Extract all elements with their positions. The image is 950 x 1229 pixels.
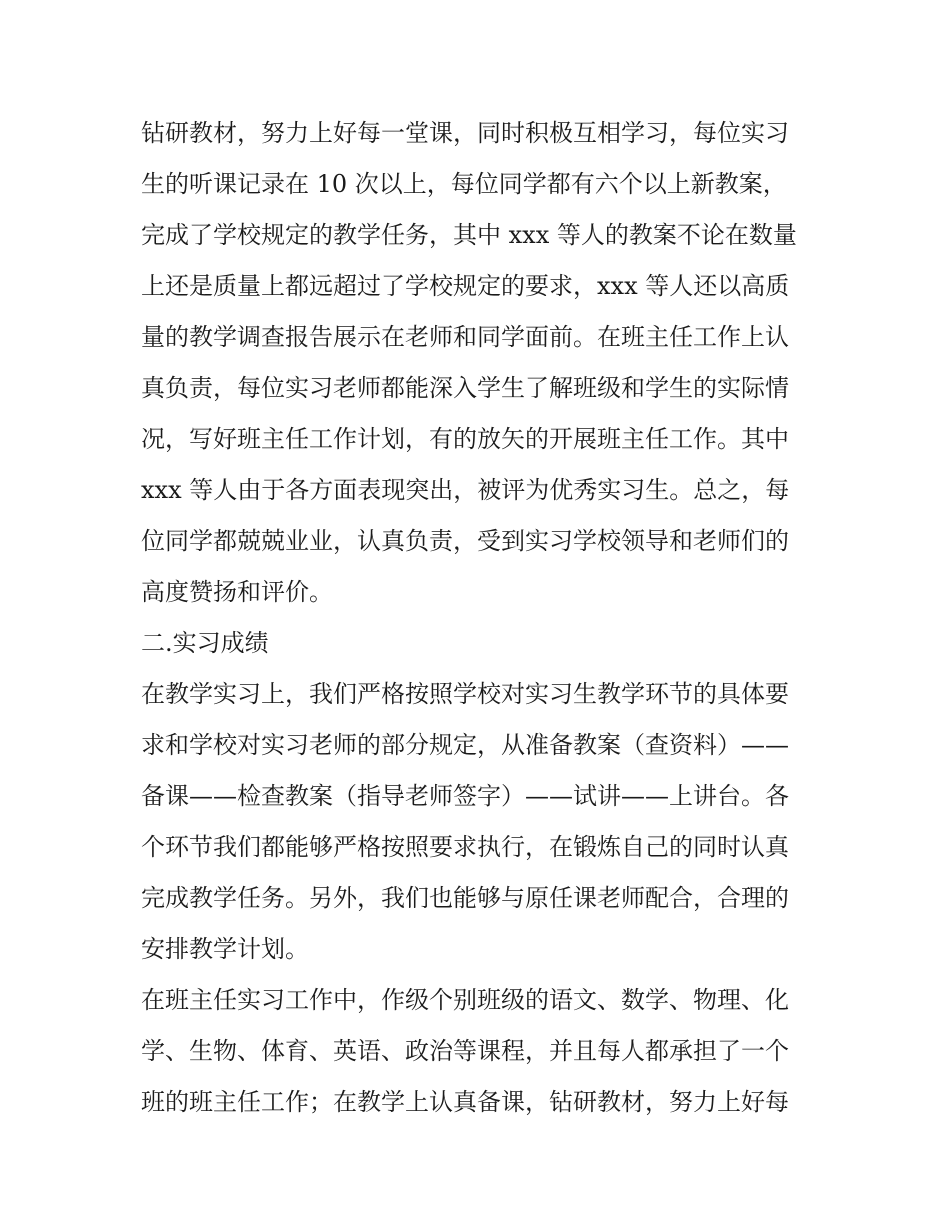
document-body xyxy=(141,108,813,1128)
text-line: 在教学实习上，我们严格按照学校对实习生教学环节的具体要 xyxy=(141,680,789,708)
text-line: 安排教学计划。 xyxy=(141,935,309,963)
text-line: 况，写好班主任工作计划，有的放矢的开展班主任工作。其中 xyxy=(141,425,789,453)
text-line: 完成了学校规定的教学任务，其中 xxx 等人的教案不论在数量 xyxy=(141,221,797,249)
section-heading: 二.实习成绩 xyxy=(141,629,269,657)
text-line: 位同学都兢兢业业，认真负责，受到实习学校领导和老师们的 xyxy=(141,527,789,555)
text-line: 在班主任实习工作中，作级个别班级的语文、数学、物理、化 xyxy=(141,986,789,1014)
text-line: 钻研教材，努力上好每一堂课，同时积极互相学习，每位实习 xyxy=(141,119,789,147)
paragraph-2 xyxy=(141,669,813,975)
text-line: 上还是质量上都远超过了学校规定的要求，xxx 等人还以高质 xyxy=(141,272,790,300)
text-line: 备课——检查教案（指导老师签字）——试讲——上讲台。各 xyxy=(141,782,789,810)
paragraph-1 xyxy=(141,108,813,618)
text-line: 个环节我们都能够严格按照要求执行，在锻炼自己的同时认真 xyxy=(141,833,789,861)
text-line: 班的班主任工作；在教学上认真备课，钻研教材，努力上好每 xyxy=(141,1088,789,1116)
text-line: 完成教学任务。另外，我们也能够与原任课老师配合，合理的 xyxy=(141,884,789,912)
text-line: 量的教学调查报告展示在老师和同学面前。在班主任工作上认 xyxy=(141,323,789,351)
text-line: 学、生物、体育、英语、政治等课程，并且每人都承担了一个 xyxy=(141,1037,789,1065)
text-line: 真负责，每位实习老师都能深入学生了解班级和学生的实际情 xyxy=(141,374,789,402)
text-line: xxx 等人由于各方面表现突出，被评为优秀实习生。总之，每 xyxy=(141,476,790,504)
text-line: 求和学校对实习老师的部分规定，从准备教案（查资料）—— xyxy=(141,731,789,759)
text-line: 高度赞扬和评价。 xyxy=(141,578,333,606)
text-line: 生的听课记录在 10 次以上，每位同学都有六个以上新教案， xyxy=(141,170,787,198)
paragraph-3 xyxy=(141,975,813,1128)
